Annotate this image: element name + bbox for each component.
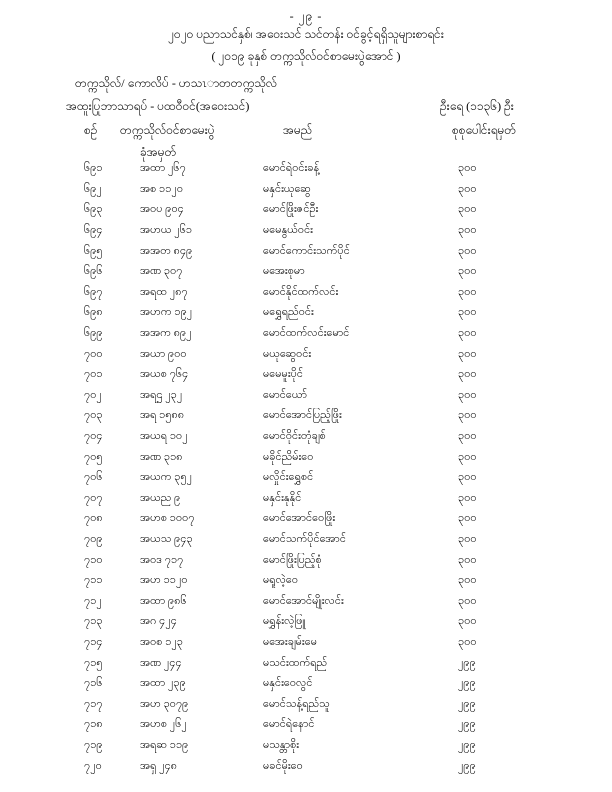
table-row	[0, 262, 612, 283]
row-total-marks: ၃၀၀	[458, 615, 477, 628]
table-row	[0, 386, 612, 407]
row-exam-roll-number: အထာ ၂၆၇	[140, 162, 186, 175]
row-serial-number: ၇၁၁	[84, 574, 103, 587]
row-student-name: မမေနွယ်ဝင်း	[263, 224, 313, 237]
row-serial-number: ၆၉၄	[84, 224, 103, 237]
row-serial-number: ၆၉၂	[84, 182, 102, 195]
row-student-name: မနှင်းဝေလွင်	[263, 677, 313, 690]
row-exam-roll-number: အဏ ၃၀၇	[140, 265, 183, 278]
table-row	[0, 715, 612, 736]
row-serial-number: ၆၉၅	[84, 244, 103, 257]
row-student-name: မရူလဲ့ဝေ	[263, 574, 299, 587]
page-number: - ၂၉ -	[289, 9, 323, 23]
results-table-body	[0, 159, 612, 777]
row-total-marks: ၃၀၀	[458, 224, 477, 237]
table-row	[0, 591, 612, 612]
table-row	[0, 694, 612, 715]
row-exam-roll-number: အဏ ၂၄၄	[140, 656, 182, 669]
row-student-name: မောင်အောင်မျိုးလင်း	[263, 594, 344, 607]
row-student-name: မောင်ထက်လင်းမောင်	[263, 327, 350, 340]
table-row	[0, 344, 612, 365]
row-total-marks: ၃၀၀	[458, 409, 477, 422]
row-student-name: မယုဆွေဝင်း	[263, 347, 312, 360]
row-serial-number: ၆၉၃	[84, 203, 103, 216]
row-exam-roll-number: အအက ၈၉၂	[140, 327, 192, 340]
row-student-name: မောင်ရဲနောင်	[263, 718, 315, 731]
row-serial-number: ၆၉၆	[84, 265, 103, 278]
row-exam-roll-number: အဝဒ ၇၁၇	[140, 553, 184, 566]
row-total-marks: ၃၀၀	[458, 635, 477, 648]
row-total-marks: ၃၀၀	[458, 347, 477, 360]
row-serial-number: ၇၂၀	[84, 759, 102, 772]
row-serial-number: ၇၀၈	[84, 512, 103, 525]
table-row	[0, 633, 612, 654]
row-total-marks: ၃၀၀	[458, 450, 477, 463]
table-row	[0, 489, 612, 510]
row-exam-roll-number: အဟယ ၂၆၁	[140, 224, 193, 237]
row-student-name: မောင်အောင်ပြည့်ဖြိုး	[263, 409, 342, 422]
row-student-name: မရွှေရည်ဝင်း	[263, 306, 314, 319]
row-student-name: မောင်သက်ပိုင်အောင်	[263, 532, 346, 545]
row-exam-roll-number: အရှ ၂၄၈	[140, 759, 178, 772]
table-row	[0, 674, 612, 695]
row-total-marks: ၃၀၀	[458, 532, 477, 545]
row-exam-roll-number: အထာ ၉၈၆	[140, 594, 187, 607]
row-exam-roll-number: အဟ ၃၀၇၉	[140, 697, 189, 710]
column-header-total-marks: စုစုပေါင်းရမှတ်	[452, 123, 517, 137]
row-exam-roll-number: အထာ ၂၃၉	[140, 677, 186, 690]
row-student-name: မောင်ကောင်းသက်ပိုင်	[263, 244, 350, 257]
row-serial-number: ၇၁၄	[84, 635, 103, 648]
row-exam-roll-number: အရထ ၂၈၇	[140, 285, 188, 298]
table-row	[0, 509, 612, 530]
row-exam-roll-number: အစ ၁၁၂၀	[140, 182, 184, 195]
document-subtitle: ( ၂၀၁၉ ခုနှစ် တက္ကသိုလ်ဝင်စာမေးပွဲအောင် )	[211, 49, 401, 63]
row-student-name: မမေမူးပိုင်	[263, 368, 303, 381]
row-exam-roll-number: အယည ၉	[140, 491, 181, 504]
row-exam-roll-number: အဝစ ၁၂၃	[140, 635, 183, 648]
table-row	[0, 200, 612, 221]
row-total-marks: ၃၀၀	[458, 327, 477, 340]
row-total-marks: ၂၉၉	[458, 718, 476, 731]
row-student-name: မောင်အောင်ဝေဖြိုး	[263, 512, 336, 525]
row-student-name: မောင်သန့်ရည်သူ	[263, 697, 330, 710]
table-row	[0, 406, 612, 427]
table-row	[0, 612, 612, 633]
row-student-name: မလှိုင်းရွှေစင်	[263, 471, 314, 484]
row-total-marks: ၃၀၀	[458, 203, 477, 216]
row-total-marks: ၂၉၉	[458, 697, 476, 710]
row-student-name: မခင်မိုးဝေ	[263, 759, 303, 772]
document-title: ၂၀၂၀ ပညာသင်နှစ်၊ အဝေးသင် သင်တန်း ဝင်ခွင့်ရရှိသူများစာရင်း	[168, 27, 444, 41]
row-serial-number: ၆၉၈	[84, 306, 103, 319]
row-total-marks: ၃၀၀	[458, 265, 477, 278]
row-serial-number: ၇၀၃	[84, 409, 103, 422]
row-student-name: မနှင်းယုဆွေ	[263, 182, 311, 195]
row-exam-roll-number: အယာ ၉၀၀	[140, 347, 187, 360]
row-student-name: မသန္တာစိုး	[263, 738, 300, 751]
student-count: ဦးရေ (၁၁၃၆) ဦး	[440, 99, 514, 113]
table-row	[0, 241, 612, 262]
row-total-marks: ၃၀၀	[458, 471, 477, 484]
row-exam-roll-number: အရဌ ၂၃၂	[140, 388, 183, 401]
row-serial-number: ၆၉၁	[84, 162, 103, 175]
row-serial-number: ၇၀၁	[84, 368, 103, 381]
row-serial-number: ၇၁၅	[84, 656, 103, 669]
row-student-name: မောင်ဖြိုးဇင်ဦး	[263, 203, 319, 216]
major-line: အထူးပြုဘာသာရပ် - ပထဝီဝင်(အဝေးသင်)	[66, 99, 250, 113]
column-header-serial: စဉ်	[84, 123, 98, 137]
table-row	[0, 427, 612, 448]
table-row	[0, 550, 612, 571]
row-student-name: မနှင်းနုနိုင်	[263, 491, 302, 504]
row-exam-roll-number: အဏ ၃၁၈	[140, 450, 183, 463]
row-serial-number: ၆၉၉	[84, 327, 103, 340]
row-exam-roll-number: အယစ ၇၆၄	[140, 368, 189, 381]
row-exam-roll-number: အဝပ ၉၀၄	[140, 203, 184, 216]
column-header-roll-line1: တက္ကသိုလ်ဝင်စာမေးပွဲ	[120, 123, 215, 137]
row-total-marks: ၂၉၉	[458, 759, 476, 772]
table-row	[0, 324, 612, 345]
row-serial-number: ၇၁၈	[84, 718, 103, 731]
row-exam-roll-number: အရ ၁၅၈၈	[140, 409, 185, 422]
row-total-marks: ၃၀၀	[458, 388, 477, 401]
table-row	[0, 736, 612, 757]
row-total-marks: ၂၉၉	[458, 738, 476, 751]
row-serial-number: ၆၉၇	[84, 285, 103, 298]
row-student-name: မောင်ယော်	[263, 388, 308, 401]
row-serial-number: ၇၀၄	[84, 430, 103, 443]
table-row	[0, 756, 612, 777]
table-row	[0, 571, 612, 592]
row-total-marks: ၃၀၀	[458, 162, 477, 175]
row-total-marks: ၃၀၀	[458, 430, 477, 443]
table-row	[0, 283, 612, 304]
column-header-name: အမည်	[283, 123, 313, 137]
row-total-marks: ၃၀၀	[458, 244, 477, 257]
row-total-marks: ၂၉၉	[458, 677, 476, 690]
row-serial-number: ၇၁၀	[84, 553, 103, 566]
row-total-marks: ၃၀၀	[458, 574, 477, 587]
row-exam-roll-number: အဟ ၁၁၂၀	[140, 574, 188, 587]
university-line: တက္ကသိုလ်/ ကောလိပ် - ဟသၤာတတက္ကသိုလ်	[75, 76, 278, 90]
table-row	[0, 365, 612, 386]
row-total-marks: ၃၀၀	[458, 285, 477, 298]
row-student-name: မောင်ဝိုင်းတုံချစ်	[263, 430, 326, 443]
row-total-marks: ၃၀၀	[458, 491, 477, 504]
table-row	[0, 303, 612, 324]
row-serial-number: ၇၀၅	[84, 450, 103, 463]
table-row	[0, 530, 612, 551]
row-total-marks: ၂၉၉	[458, 656, 476, 669]
row-exam-roll-number: အအတ ၈၄၉	[140, 244, 193, 257]
row-student-name: မောင်နိုင်ထက်လင်း	[263, 285, 339, 298]
row-total-marks: ၃၀၀	[458, 512, 477, 525]
row-student-name: မအေးချမ်းမေ	[263, 635, 317, 648]
row-exam-roll-number: အရဆ ၁၁၉	[140, 738, 189, 751]
row-student-name: မရွှန်းလဲ့ဖြူ	[263, 615, 306, 628]
row-total-marks: ၃၀၀	[458, 306, 477, 319]
row-total-marks: ၃၀၀	[458, 553, 477, 566]
row-serial-number: ၇၁၇	[84, 697, 103, 710]
table-row	[0, 447, 612, 468]
table-row	[0, 180, 612, 201]
row-exam-roll-number: အယသ ၉၄၃	[140, 532, 193, 545]
row-student-name: မသင်းထက်ရည်	[263, 656, 328, 669]
row-serial-number: ၇၁၂	[84, 594, 102, 607]
row-student-name: မောင်ဖြိုးပြည့်စုံ	[263, 553, 322, 566]
row-exam-roll-number: အယရ ၁၀၂	[140, 430, 188, 443]
row-student-name: မောင်ရဲဝင်းခန့်	[263, 162, 320, 175]
row-student-name: မခိုင်ညိမ်းဝေ	[263, 450, 314, 463]
table-row	[0, 468, 612, 489]
row-exam-roll-number: အဟစ ၂၆၂	[140, 718, 187, 731]
row-serial-number: ၇၀၂	[84, 388, 102, 401]
table-row	[0, 159, 612, 180]
row-exam-roll-number: အဟစ ၁၀၀၇	[140, 512, 195, 525]
row-total-marks: ၃၀၀	[458, 182, 477, 195]
row-total-marks: ၃၀၀	[458, 368, 477, 381]
row-serial-number: ၇၁၉	[84, 738, 103, 751]
row-serial-number: ၇၀၆	[84, 471, 103, 484]
row-total-marks: ၃၀၀	[458, 594, 477, 607]
row-exam-roll-number: အဟက ၁၉၂	[140, 306, 193, 319]
row-serial-number: ၇၁၆	[84, 677, 103, 690]
row-serial-number: ၇၁၃	[84, 615, 103, 628]
column-header-roll-line2: ခုံအမှတ်	[140, 145, 177, 159]
table-row	[0, 653, 612, 674]
row-student-name: မအေးစုမာ	[263, 265, 305, 278]
row-exam-roll-number: အဂ ၄၂၄	[140, 615, 177, 628]
row-serial-number: ၇၀၇	[84, 491, 103, 504]
row-serial-number: ၇၀၀	[84, 347, 103, 360]
table-row	[0, 221, 612, 242]
row-exam-roll-number: အယက ၃၅၂	[140, 471, 193, 484]
row-serial-number: ၇၀၉	[84, 532, 103, 545]
